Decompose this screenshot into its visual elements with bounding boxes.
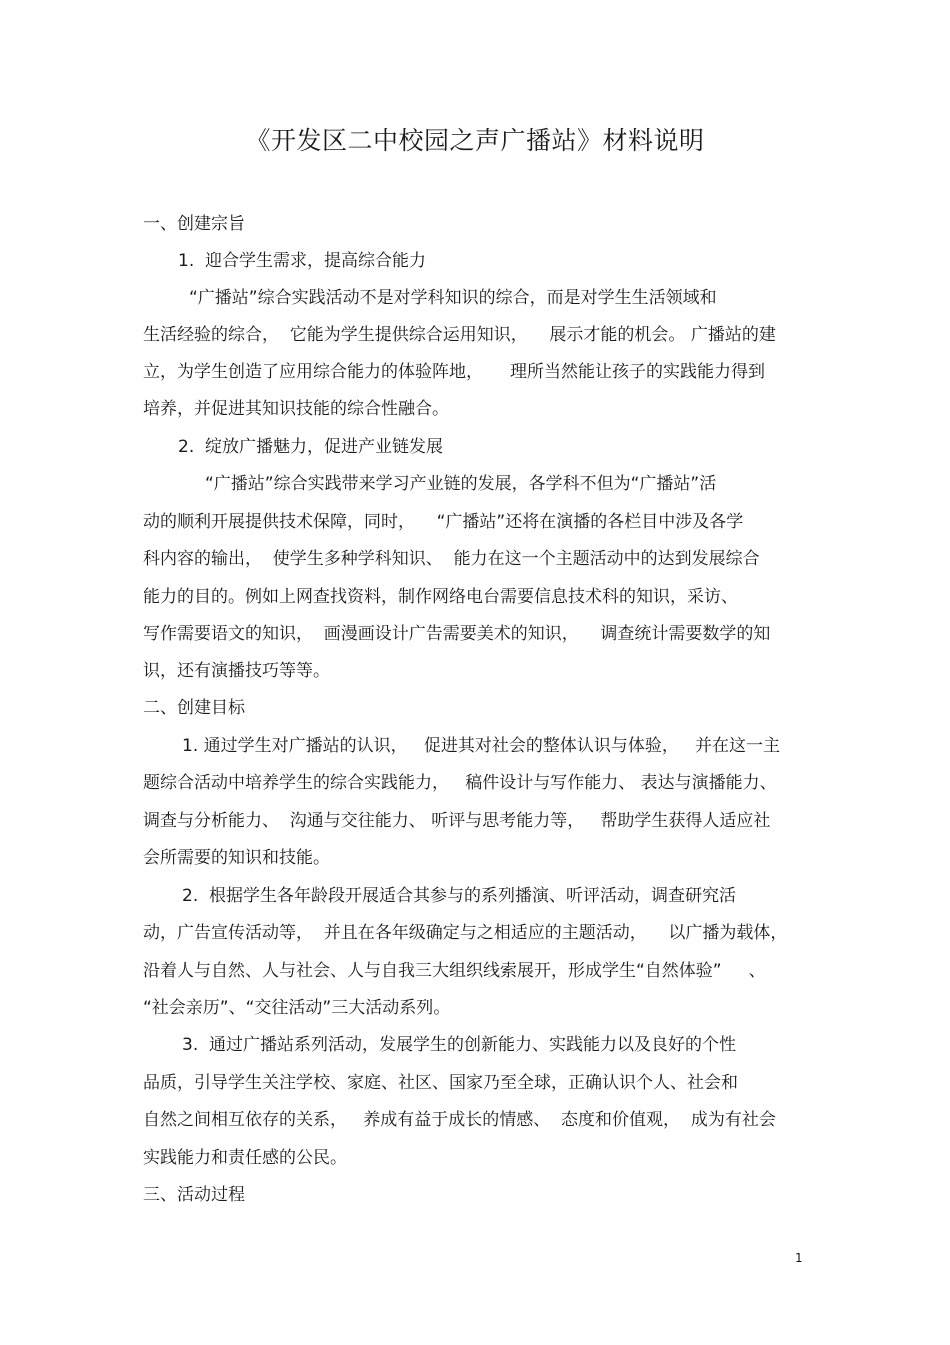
text-line: 生活经验的综合， 它能为学生提供综合运用知识， 展示才能的机会。 广播站的建 [143,325,776,345]
text-line: 识，还有演播技巧等等。 [143,661,330,681]
text-line: 一、创建宗旨 [143,214,245,234]
text-line: “广播站”综合实践活动不是对学科知识的综合，而是对学生生活领域和 [189,288,717,308]
text-line: “广播站”综合实践带来学习产业链的发展，各学科不但为“广播站”活 [205,474,717,494]
text-line: 写作需要语文的知识， 画漫画设计广告需要美术的知识， 调查统计需要数学的知 [143,624,771,644]
text-line: 2. 绽放广播魅力，促进产业链发展 [178,437,444,457]
text-line: 动，广告宣传活动等， 并且在各年级确定与之相适应的主题活动， 以广播为载体， [143,923,788,943]
text-line: 调查与分析能力、 沟通与交往能力、 听评与思考能力等， 帮助学生获得人适应社 [143,811,771,831]
document-title: 《开发区二中校园之声广播站》材料说明 [245,126,705,155]
text-line: 题综合活动中培养学生的综合实践能力， 稿件设计与写作能力、 表达与演播能力、 [143,773,777,793]
text-line: 二、创建目标 [143,698,245,718]
text-line: 2. 根据学生各年龄段开展适合其参与的系列播演、听评活动，调查研究活 [182,886,737,906]
text-line: 沿着人与自然、人与社会、人与自我三大组织线索展开，形成学生“自然体验” 、 [143,961,766,981]
text-line: 三、活动过程 [143,1185,245,1205]
text-line: 1. 通过学生对广播站的认识， 促进其对社会的整体认识与体验， 并在这一主 [182,736,781,756]
text-line: 动的顺利开展提供技术保障，同时， “广播站”还将在演播的各栏目中涉及各学 [143,512,744,532]
text-line: 品质，引导学生关注学校、家庭、社区、国家乃至全球，正确认识个人、社会和 [143,1073,738,1093]
text-line: 培养，并促进其知识技能的综合性融合。 [143,399,449,419]
text-line: 科内容的输出， 使学生多种学科知识、 能力在这一个主题活动中的达到发展综合 [143,549,760,569]
text-line: “社会亲历”、“交往活动”三大活动系列。 [143,998,451,1018]
text-line: 能力的目的。例如上网查找资料，制作网络电台需要信息技术科的知识，采访、 [143,587,738,607]
text-line: 实践能力和责任感的公民。 [143,1148,347,1168]
text-line: 自然之间相互依存的关系， 养成有益于成长的情感、 态度和价值观， 成为有社会 [143,1110,776,1130]
page-number: 1 [795,1251,803,1265]
text-line: 立，为学生创造了应用综合能力的体验阵地， 理所当然能让孩子的实践能力得到 [143,362,766,382]
text-line: 会所需要的知识和技能。 [143,848,330,868]
text-line: 1. 迎合学生需求，提高综合能力 [178,251,427,271]
text-line: 3. 通过广播站系列活动，发展学生的创新能力、实践能力以及良好的个性 [182,1035,737,1055]
